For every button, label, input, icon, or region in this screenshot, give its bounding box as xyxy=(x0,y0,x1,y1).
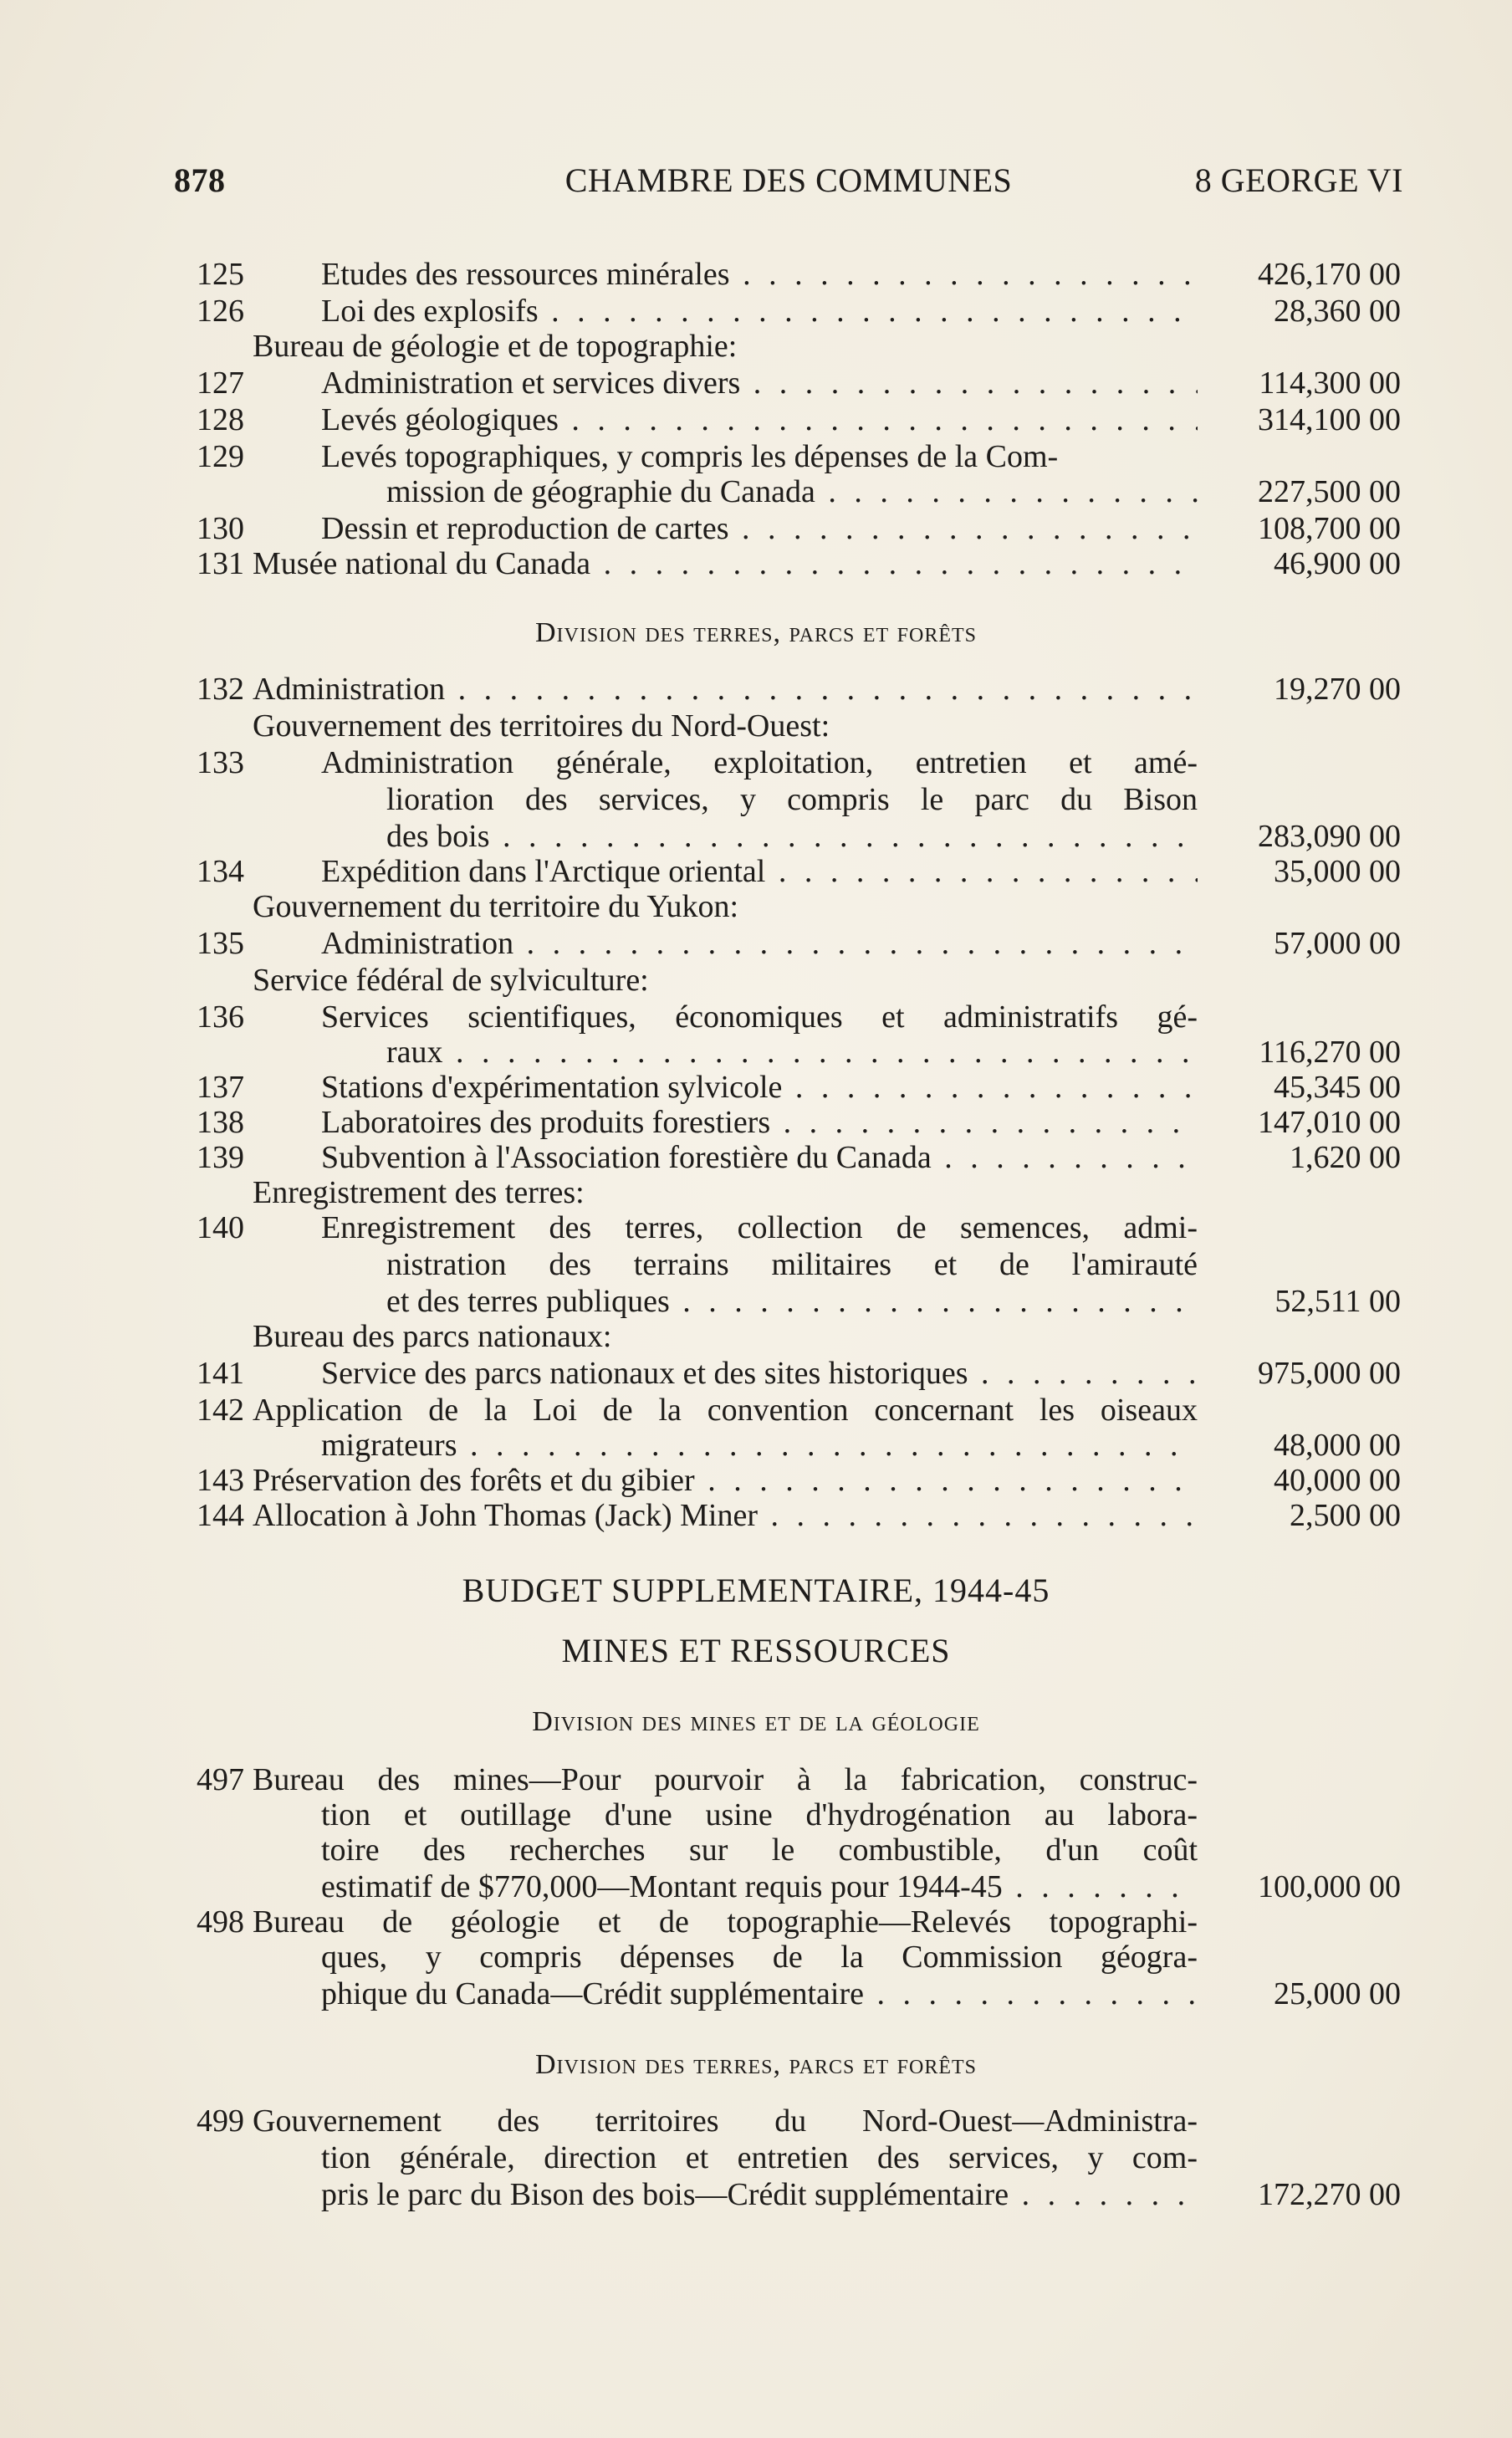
item-text: Bureau de géologie et de topographie—Relevés topographi- xyxy=(253,1904,1198,1940)
item-text: estimatif de $770,000—Montant requis pour 1944-45 . . . xyxy=(321,1868,1198,1905)
item-number: 134 xyxy=(197,854,244,889)
item-number: 138 xyxy=(197,1105,244,1140)
item-text: Dessin et reproduction de cartes . . . xyxy=(321,510,1198,547)
reign-label: 8 GEORGE VI xyxy=(1194,161,1403,199)
table-row xyxy=(0,401,1512,438)
department-heading: MINES ET RESSOURCES xyxy=(561,1632,951,1669)
item-text: Laboratoires des produits forestiers . . . xyxy=(321,1104,1198,1141)
table-row xyxy=(0,328,1512,365)
item-number: 128 xyxy=(197,402,244,437)
table-row xyxy=(0,256,1512,293)
item-text: Levés géologiques . . . xyxy=(321,401,1198,438)
running-header xyxy=(174,161,1403,207)
section-heading: Division des mines et de la géologie xyxy=(532,1706,980,1737)
item-text: Musée national du Canada . . . xyxy=(253,545,1198,582)
item-number: 127 xyxy=(197,365,244,401)
item-number: 499 xyxy=(197,2103,244,2139)
item-amount: 172,270 00 xyxy=(1258,2177,1401,2212)
table-row xyxy=(0,1904,1512,1940)
table-row xyxy=(0,510,1512,547)
item-text: Enregistrement des terres, collection de semences, admi- xyxy=(321,1210,1198,1245)
section-heading: Division des terres, parcs et forêts xyxy=(534,2049,978,2080)
item-amount: 1,620 00 xyxy=(1290,1140,1401,1175)
item-text: et des terres publiques . . . xyxy=(386,1283,1198,1320)
table-row xyxy=(0,438,1512,475)
item-text: pris le parc du Bison des bois—Crédit supplémentaire . . . xyxy=(321,2176,1198,2213)
item-number: 140 xyxy=(197,1210,244,1245)
table-row xyxy=(0,1355,1512,1392)
item-amount: 116,270 00 xyxy=(1259,1035,1401,1070)
table-row xyxy=(0,365,1512,401)
item-amount: 975,000 00 xyxy=(1258,1356,1401,1391)
item-text: Services scientifiques, économiques et administratifs gé- xyxy=(321,999,1198,1035)
subheading: Bureau de géologie et de topographie: xyxy=(253,329,738,364)
item-text: nistration des terrains militaires et de l'amirauté xyxy=(386,1247,1198,1282)
item-amount: 52,511 00 xyxy=(1274,1284,1401,1319)
item-amount: 283,090 00 xyxy=(1258,819,1401,854)
table-row xyxy=(0,1462,1512,1499)
subheading: Bureau des parcs nationaux: xyxy=(253,1319,612,1354)
table-row xyxy=(0,925,1512,962)
item-text: Etudes des ressources minérales . . . xyxy=(321,256,1198,293)
item-number: 137 xyxy=(197,1070,244,1105)
table-row xyxy=(0,293,1512,330)
item-number: 141 xyxy=(197,1356,244,1391)
table-row xyxy=(0,1761,1512,1798)
table-row xyxy=(0,1139,1512,1176)
item-text: tion et outillage d'une usine d'hydrogénation au labora- xyxy=(321,1797,1198,1832)
subheading: Enregistrement des terres: xyxy=(253,1175,585,1210)
item-number: 498 xyxy=(197,1904,244,1940)
item-text: toire des recherches sur le combustible, d'un coût xyxy=(321,1832,1198,1868)
table-row xyxy=(0,473,1512,510)
item-text: migrateurs . . . xyxy=(321,1427,1198,1464)
item-number: 129 xyxy=(197,439,244,474)
item-number: 144 xyxy=(197,1498,244,1533)
table-row xyxy=(0,781,1512,818)
page-number: 878 xyxy=(174,161,226,199)
item-text: Expédition dans l'Arctique oriental . . . xyxy=(321,853,1198,890)
item-number: 133 xyxy=(197,745,244,780)
item-amount: 426,170 00 xyxy=(1258,257,1401,292)
table-row xyxy=(0,1939,1512,1975)
item-amount: 40,000 00 xyxy=(1274,1463,1401,1498)
item-amount: 45,345 00 xyxy=(1274,1070,1401,1105)
item-number: 136 xyxy=(197,999,244,1035)
table-row xyxy=(0,708,1512,744)
table-row xyxy=(0,999,1512,1035)
table-row xyxy=(0,1392,1512,1429)
table-row xyxy=(0,2139,1512,2176)
item-text: Stations d'expérimentation sylvicole . . . xyxy=(321,1069,1198,1106)
item-amount: 25,000 00 xyxy=(1274,1976,1401,2011)
item-number: 143 xyxy=(197,1463,244,1498)
item-amount: 114,300 00 xyxy=(1259,365,1401,401)
item-text: Application de la Loi de la convention concernant les oiseaux xyxy=(253,1393,1198,1428)
item-text: Allocation à John Thomas (Jack) Miner . . . xyxy=(253,1497,1198,1534)
item-number: 135 xyxy=(197,926,244,961)
item-text: raux . . . xyxy=(386,1034,1198,1071)
table-row xyxy=(0,1246,1512,1283)
table-row xyxy=(0,1832,1512,1868)
item-number: 130 xyxy=(197,511,244,546)
item-text: Gouvernement des territoires du Nord-Ouest—Administra- xyxy=(253,2103,1198,2139)
item-amount: 108,700 00 xyxy=(1258,511,1401,546)
item-amount: 100,000 00 xyxy=(1258,1869,1401,1904)
table-row xyxy=(0,1797,1512,1833)
item-text: Service des parcs nationaux et des sites historiques . . . xyxy=(321,1355,1198,1392)
table-row xyxy=(0,1318,1512,1355)
table-row xyxy=(0,2176,1512,2213)
table-row xyxy=(0,1209,1512,1246)
table-row xyxy=(0,744,1512,781)
table-row xyxy=(0,1174,1512,1211)
table-row xyxy=(0,962,1512,999)
table-row xyxy=(0,671,1512,708)
subheading: Gouvernement du territoire du Yukon: xyxy=(253,889,739,924)
item-amount: 314,100 00 xyxy=(1258,402,1401,437)
item-text: ques, y compris dépenses de la Commission géogra- xyxy=(321,1940,1198,1975)
item-amount: 227,500 00 xyxy=(1258,474,1401,509)
item-number: 142 xyxy=(197,1393,244,1428)
table-row xyxy=(0,1069,1512,1106)
item-number: 139 xyxy=(197,1140,244,1175)
item-text: Administration générale, exploitation, entretien et amé- xyxy=(321,745,1198,780)
item-text: Levés topographiques, y compris les dépenses de la Com- xyxy=(321,439,1059,474)
table-row xyxy=(0,545,1512,582)
item-text: Subvention à l'Association forestière du Canada . . . xyxy=(321,1139,1198,1176)
item-text: phique du Canada—Crédit supplémentaire . . . xyxy=(321,1975,1198,2012)
table-row xyxy=(0,1868,1512,1905)
item-text: des bois . . . xyxy=(386,818,1198,855)
table-row xyxy=(0,1283,1512,1320)
item-number: 125 xyxy=(197,257,244,292)
item-text: tion générale, direction et entretien des services, y com- xyxy=(321,2140,1198,2175)
subheading: Service fédéral de sylviculture: xyxy=(253,963,649,998)
item-amount: 28,360 00 xyxy=(1274,294,1401,329)
item-amount: 46,900 00 xyxy=(1274,546,1401,581)
item-text: Préservation des forêts et du gibier . . . xyxy=(253,1462,1198,1499)
table-row xyxy=(0,888,1512,925)
subheading: Gouvernement des territoires du Nord-Ouest: xyxy=(253,708,830,744)
item-amount: 35,000 00 xyxy=(1274,854,1401,889)
table-row xyxy=(0,1427,1512,1464)
table-row xyxy=(0,853,1512,890)
page-title: CHAMBRE DES COMMUNES xyxy=(564,161,1013,199)
table-row xyxy=(0,2103,1512,2139)
item-text: lioration des services, y compris le parc du Bison xyxy=(386,782,1198,817)
item-amount: 48,000 00 xyxy=(1274,1428,1401,1463)
section-heading: Division des terres, parcs et forêts xyxy=(534,617,978,648)
table-row xyxy=(0,1034,1512,1071)
item-number: 126 xyxy=(197,294,244,329)
item-amount: 19,270 00 xyxy=(1274,672,1401,707)
item-text: Loi des explosifs . . . xyxy=(321,293,1198,330)
budget-heading: BUDGET SUPPLEMENTAIRE, 1944-45 xyxy=(462,1572,1050,1609)
item-amount: 2,500 00 xyxy=(1290,1498,1401,1533)
table-row xyxy=(0,818,1512,855)
item-number: 497 xyxy=(197,1762,244,1797)
item-number: 132 xyxy=(197,672,244,707)
table-row xyxy=(0,1975,1512,2012)
table-row xyxy=(0,1104,1512,1141)
item-text: Administration . . . xyxy=(253,671,1198,708)
table-row xyxy=(0,1497,1512,1534)
item-amount: 57,000 00 xyxy=(1274,926,1401,961)
item-text: Administration et services divers . . . xyxy=(321,365,1198,401)
item-amount: 147,010 00 xyxy=(1258,1105,1401,1140)
item-text: Administration . . . xyxy=(321,925,1198,962)
item-text: Bureau des mines—Pour pourvoir à la fabrication, construc- xyxy=(253,1762,1198,1797)
item-text: mission de géographie du Canada . . . xyxy=(386,473,1198,510)
item-number: 131 xyxy=(197,546,244,581)
